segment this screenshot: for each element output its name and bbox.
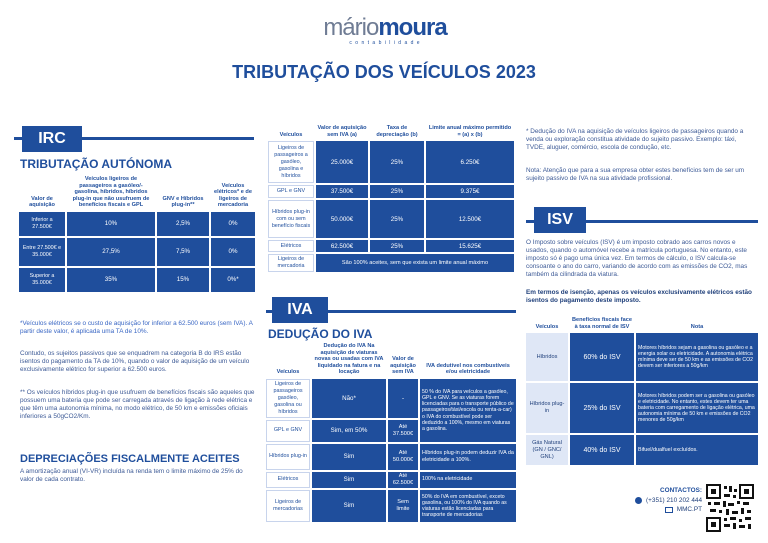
limits-cell: 25%	[370, 141, 424, 183]
isv-cell: Bifuel/dualfuel excluídos.	[636, 435, 758, 465]
table-row	[268, 185, 514, 198]
isv-cell: 25% do ISV	[570, 383, 634, 433]
irc-cell: 10%	[67, 212, 155, 236]
table-row	[268, 200, 514, 238]
logo-word-1: mário	[323, 14, 379, 41]
iva-cell: Sem limite	[388, 490, 418, 522]
isv-text: O Imposto sobre veículos (ISV) é um imposto cobrado aos carros novos e usados, quando o automóvel recebe a matrícula portuguesa. No entanto, este imposto só é pago uma única vez. Em termos de cálculo, o ISV calcula-se consoante o ano do carro, variando de acordo com as emissões de CO2, mas também da cilindrada da viatura.	[526, 239, 748, 278]
table-row	[268, 254, 514, 272]
iva-cell: Ligeiros de passageiros gasóleo, gasolina ou híbridos	[266, 379, 310, 418]
irc-cell: 27,5%	[67, 238, 155, 266]
iva-cell: GPL e GNV	[266, 420, 310, 442]
table-row	[19, 238, 255, 266]
contact-web[interactable]: MMC.PT	[676, 506, 702, 514]
irc-cell: Entre 27.500€ e 35.000€	[19, 238, 65, 266]
depreciation-title: DEPRECIAÇÕES FISCALMENTE ACEITES	[20, 453, 240, 465]
table-row	[268, 141, 514, 183]
irc-cell: Inferior a 27.500€	[19, 212, 65, 236]
phone-icon	[635, 497, 642, 504]
isv-header-1: Benefícios fiscais face à taxa normal de ISV	[571, 317, 632, 330]
isv-cell: Híbridos plug-in	[526, 383, 568, 433]
iva-attention-note: Nota: Atenção que para a sua empresa obter estes benefícios tem de ser um sujeito passivo de IVA na sua atividade profissional.	[526, 167, 745, 182]
limits-mercadoria-label: Ligeiros de mercadoria	[268, 254, 314, 272]
limits-cell: 25%	[370, 185, 424, 198]
iva-cell: Até 50.000€	[388, 444, 418, 470]
isv-tag: ISV	[534, 207, 586, 233]
irc-cell: 0%	[211, 238, 255, 266]
irc-header-3: Veículos elétricos* e de ligeiros de mercadoria	[214, 182, 252, 209]
irc-note-1: *Veículos elétricos se o custo de aquisição for inferior a 62.500 euros (sem IVA). A partir deste valor, é aplicada uma TA de 10%.	[20, 320, 253, 335]
qr-code[interactable]	[706, 484, 754, 532]
irc-cell: Superior a 35.000€	[19, 268, 65, 292]
limits-cell: 25%	[370, 200, 424, 238]
iva-header-0: Veículos	[276, 369, 300, 376]
isv-table	[524, 314, 760, 467]
table-row	[526, 333, 758, 381]
irc-note-2: Contudo, os sujeitos passivos que se enquadrem na categoria B do IRS estão isentos do pagamento da TA de 10%, quando o valor de aquisição de um veículo exclusivamente elétrico for superior a 62.500 euros.	[20, 350, 250, 373]
iva-cell: Sim	[312, 472, 386, 488]
depreciation-text: A amortização anual (VI-VR) incluída na renda tem o limite máximo de 25% do valor de cada contrato.	[20, 468, 243, 483]
limits-cell: Híbridos plug-in com ou sem benefício fiscais	[268, 200, 314, 238]
limits-cell: 15.625€	[426, 240, 514, 252]
iva-header-2: Valor de aquisição sem IVA	[390, 356, 416, 376]
iva-cell: Híbridos plug-in	[266, 444, 310, 470]
iva-cell: Ligeiros de mercadorias	[266, 490, 310, 522]
logo	[300, 14, 470, 46]
iva-header-1: Dedução do IVA Na aquisição de viaturas novas ou usadas com IVA liquidado na fatura e na locação	[314, 343, 384, 376]
irc-cell: 35%	[67, 268, 155, 292]
table-row	[19, 212, 255, 236]
irc-note-3: ** Os veículos híbridos plug-in que usufruem de benefícios fiscais são aqueles que possuem uma bateria que pode ser carregada através de ligação à rede elétrica e que têm uma autonomia mínima, no modo elétrico, de 50 km e emissões oficiais inferiores a 50gCO2/Km.	[20, 389, 255, 420]
limits-cell: 25%	[370, 240, 424, 252]
irc-cell: 2,5%	[157, 212, 209, 236]
iva-cell: Sim, em 50%	[312, 420, 386, 442]
logo-word-2: moura	[378, 14, 447, 41]
iva-cell: Híbridos plug-in podem deduzir IVA da eletricidade a 100%.	[420, 444, 516, 470]
iva-footnote: * Dedução do IVA na aquisição de veículos ligeiros de passageiros quando a venda ou exploração constitua atividade do sujeito passivo. Exemplo: táxi, TVDE, aluguer, comércio, escola de condução, etc.	[526, 128, 744, 151]
irc-header-2: GNV e Híbridos plug-in**	[162, 195, 204, 209]
table-row	[526, 435, 758, 465]
table-row	[266, 444, 516, 470]
table-row	[526, 383, 758, 433]
limits-header-3: Limite anual máximo permitido = (a) x (b)	[428, 125, 512, 138]
limits-mercadoria-text: São 100% aceites, sem que exista um limite anual máximo	[316, 254, 514, 272]
limits-header-0: Veículos	[279, 131, 303, 138]
iva-cell: Não*	[312, 379, 386, 418]
limits-cell: 25.000€	[316, 141, 368, 183]
iva-cell: 100% na eletricidade	[420, 472, 516, 488]
irc-tag: IRC	[22, 126, 82, 152]
table-row	[268, 240, 514, 252]
table-row	[19, 268, 255, 292]
contacts	[610, 487, 702, 513]
contact-phone[interactable]: (+351) 210 202 444	[646, 497, 702, 505]
isv-cell: Gás Natural (GN / GNC/ GNL)	[526, 435, 568, 465]
contact-phone-row	[610, 497, 702, 504]
limits-cell: 62.500€	[316, 240, 368, 252]
limits-header-2: Taxa de depreciação (b)	[376, 125, 418, 138]
irc-cell: 7,5%	[157, 238, 209, 266]
iva-cell: Até 62.500€	[388, 472, 418, 488]
isv-header-2: Nota	[690, 323, 704, 330]
irc-cell: 0%*	[211, 268, 255, 292]
iva-subtitle: DEDUÇÃO DO IVA	[268, 327, 373, 341]
iva-cell: 50 % do IVA para veículos a gasóleo, GPL e GNV. Se as viaturas forem licenciadas para o transporte público de passageiros/táxi/escola ou renta-a-car) o IVA do combustível pode ser deduzido a 100%, mesmo em viaturas a gasolina.	[420, 379, 516, 442]
limits-table	[266, 122, 516, 274]
isv-cell: 60% do ISV	[570, 333, 634, 381]
iva-cell: Sim	[312, 490, 386, 522]
irc-subtitle: TRIBUTAÇÃO AUTÓNOMA	[20, 157, 172, 171]
limits-cell: Elétricos	[268, 240, 314, 252]
iva-cell: -	[388, 379, 418, 418]
irc-header-0: Valor de aquisição	[29, 195, 55, 209]
logo-subtitle: c o n t a b i l i d a d e	[349, 40, 421, 46]
irc-table	[17, 173, 257, 294]
irc-cell: 15%	[157, 268, 209, 292]
isv-exemption: Em termos de isenção, apenas os veículos exclusivamente elétricos estão isentos do pagamento deste imposto.	[526, 289, 752, 304]
table-row	[266, 490, 516, 522]
iva-cell: Elétricos	[266, 472, 310, 488]
isv-cell: Motores híbridos podem ser a gasolina ou gasóleo e eletricidade. No entanto, estes devem ter uma bateria com carregamento de ligação elétrica, uma autonomia mínima de 50 km e emissões de CO2 menores de 50g/km	[636, 383, 758, 433]
table-row	[266, 379, 516, 418]
isv-cell: 40% do ISV	[570, 435, 634, 465]
isv-cell: Motores híbridos sejam a gasolina ou gasóleo e a energia solar ou eletricidade. A autonomia elétrica mínima deve ser de 50 km e as emissões de CO2 devem ser inferiores a 50g/km	[636, 333, 758, 381]
isv-header-0: Veículos	[535, 323, 559, 330]
limits-cell: 12.500€	[426, 200, 514, 238]
irc-header-1: Veículos ligeiros de passageiros a gasóleo/-gasolina, híbridos, híbridos plug-in que não usufruem de benefícios fiscais e GPL	[72, 176, 150, 209]
contacts-title: CONTACTOS:	[659, 487, 702, 494]
limits-cell: 9.375€	[426, 185, 514, 198]
iva-table	[264, 340, 518, 524]
page-title: TRIBUTAÇÃO DOS VEÍCULOS 2023	[232, 62, 536, 82]
limits-cell: 50.000€	[316, 200, 368, 238]
table-row	[266, 472, 516, 488]
iva-tag: IVA	[272, 297, 328, 323]
limits-cell: 6.250€	[426, 141, 514, 183]
iva-header-3: IVA dedutível nos combustíveis e/ou eletricidade	[426, 362, 510, 376]
iva-cell: 50% do IVA em combustível, exceto gasolina, ou 100% do IVA quando as viaturas estão licenciadas para transporte de mercadorias	[420, 490, 516, 522]
irc-cell: 0%	[211, 212, 255, 236]
isv-cell: Híbridos	[526, 333, 568, 381]
limits-header-1: Valor de aquisição sem IVA (a)	[317, 125, 367, 138]
email-icon	[665, 507, 673, 513]
iva-cell: Sim	[312, 444, 386, 470]
limits-cell: Ligeiros de passageiros a gasóleo, gasolina e híbridos	[268, 141, 314, 183]
iva-cell: Até 37.500€	[388, 420, 418, 442]
limits-cell: 37.500€	[316, 185, 368, 198]
contact-web-row	[610, 506, 702, 513]
limits-cell: GPL e GNV	[268, 185, 314, 198]
